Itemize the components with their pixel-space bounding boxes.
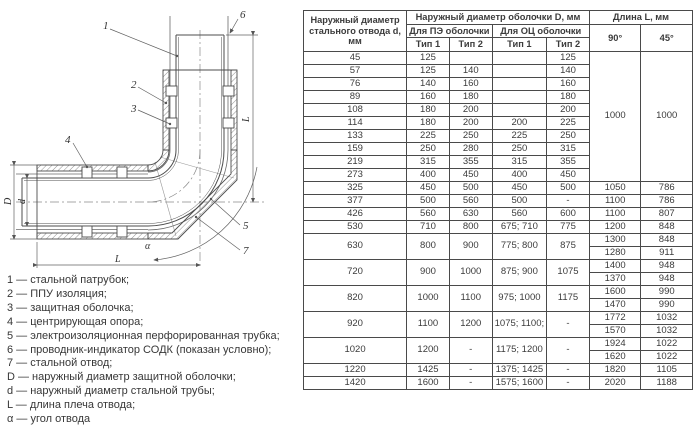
table-cell: 911 bbox=[641, 247, 693, 260]
table-cell: 355 bbox=[449, 156, 492, 169]
table-cell: 315 bbox=[492, 156, 546, 169]
table-cell: 848 bbox=[641, 221, 693, 234]
dim-label-L-right: L bbox=[241, 116, 252, 122]
table-cell: 720 bbox=[304, 260, 407, 286]
table-cell: 1100 bbox=[589, 195, 641, 208]
table-cell: 1175 bbox=[547, 286, 590, 312]
table-cell: - bbox=[449, 364, 492, 377]
table-row bbox=[304, 221, 693, 234]
legend-item: 4 — центрирующая опора; bbox=[7, 315, 144, 328]
table-cell: 1100 bbox=[449, 286, 492, 312]
table-cell: 1570 bbox=[589, 325, 641, 338]
table-cell: 1200 bbox=[407, 338, 450, 364]
spec-table-head bbox=[304, 11, 693, 52]
dim-label-L-bottom: L bbox=[115, 254, 121, 265]
casing-end-faces bbox=[37, 70, 237, 239]
table-cell: 225 bbox=[547, 117, 590, 130]
table-cell: 1050 bbox=[589, 182, 641, 195]
table-cell: 630 bbox=[304, 234, 407, 260]
table-cell: 990 bbox=[641, 286, 693, 299]
table-cell: 200 bbox=[547, 104, 590, 117]
table-cell bbox=[492, 65, 546, 78]
legend-item: 1 — стальной патрубок; bbox=[7, 274, 130, 286]
table-cell: 57 bbox=[304, 65, 407, 78]
table-cell: 200 bbox=[449, 104, 492, 117]
table-cell: - bbox=[547, 377, 590, 390]
table-cell: 1032 bbox=[641, 312, 693, 325]
leader-dots bbox=[86, 55, 212, 218]
callout-2: 2 bbox=[131, 79, 137, 91]
table-cell: 775; 800 bbox=[492, 234, 546, 260]
table-row bbox=[304, 364, 693, 377]
spec-table bbox=[303, 10, 693, 390]
header-pe-type2: Тип 2 bbox=[449, 38, 492, 52]
table-cell: 114 bbox=[304, 117, 407, 130]
table-cell: 159 bbox=[304, 143, 407, 156]
steel-pipe bbox=[22, 35, 224, 226]
table-row bbox=[304, 208, 693, 221]
table-cell: 426 bbox=[304, 208, 407, 221]
spec-table-body bbox=[304, 52, 693, 390]
table-cell: 377 bbox=[304, 195, 407, 208]
table-cell: - bbox=[449, 338, 492, 364]
legend-item: 3 — защитная оболочка; bbox=[7, 301, 134, 314]
table-cell: 560 bbox=[407, 208, 450, 221]
legend-list bbox=[7, 274, 299, 427]
table-cell: 560 bbox=[492, 208, 546, 221]
table-cell bbox=[492, 104, 546, 117]
legend-item: 6 — проводник-индикатор СОДК (показан условно); bbox=[7, 343, 272, 356]
table-cell: 1375; 1425 bbox=[492, 364, 546, 377]
angle-label: α bbox=[145, 241, 151, 252]
table-cell: 900 bbox=[449, 234, 492, 260]
table-cell: 225 bbox=[407, 130, 450, 143]
table-cell: 140 bbox=[449, 65, 492, 78]
table-cell: 1200 bbox=[449, 312, 492, 338]
table-cell: - bbox=[547, 195, 590, 208]
table-cell: 786 bbox=[641, 195, 693, 208]
table-cell: 125 bbox=[407, 52, 450, 65]
table-cell: 315 bbox=[407, 156, 450, 169]
table-cell: 400 bbox=[407, 169, 450, 182]
legend-item: L — длина плеча отвода; bbox=[7, 399, 136, 412]
table-cell: 800 bbox=[449, 221, 492, 234]
header-steel-diameter: Наружный диаметр стального отвода d, мм bbox=[304, 11, 407, 52]
table-cell: 1020 bbox=[304, 338, 407, 364]
callout-6: 6 bbox=[240, 9, 246, 21]
table-cell: - bbox=[449, 377, 492, 390]
table-cell: 325 bbox=[304, 182, 407, 195]
table-cell: 948 bbox=[641, 273, 693, 286]
table-cell: 1075 bbox=[547, 260, 590, 286]
table-cell: 400 bbox=[492, 169, 546, 182]
table-cell: 250 bbox=[407, 143, 450, 156]
table-cell: 1420 bbox=[304, 377, 407, 390]
table-cell: 1470 bbox=[589, 299, 641, 312]
table-cell: 450 bbox=[407, 182, 450, 195]
table-cell: 1575; 1600 bbox=[492, 377, 546, 390]
table-cell: 1100 bbox=[589, 208, 641, 221]
table-cell: 1200 bbox=[589, 221, 641, 234]
table-cell: 133 bbox=[304, 130, 407, 143]
table-cell: 875 bbox=[547, 234, 590, 260]
table-cell: 450 bbox=[449, 169, 492, 182]
callout-4: 4 bbox=[65, 134, 71, 146]
table-cell: 250 bbox=[492, 143, 546, 156]
header-oc-casing: Для ОЦ оболочки bbox=[492, 24, 589, 38]
table-row bbox=[304, 312, 693, 325]
table-row bbox=[304, 286, 693, 299]
table-cell: 948 bbox=[641, 260, 693, 273]
table-cell: 225 bbox=[492, 130, 546, 143]
table-cell: 1820 bbox=[589, 364, 641, 377]
table-cell: 180 bbox=[407, 117, 450, 130]
header-angle-45: 45° bbox=[641, 24, 693, 51]
leader-lines bbox=[73, 19, 240, 250]
spec-table-wrap bbox=[303, 10, 693, 390]
table-cell: 250 bbox=[547, 130, 590, 143]
table-cell: 180 bbox=[407, 104, 450, 117]
table-cell: 180 bbox=[547, 91, 590, 104]
table-cell: 775 bbox=[547, 221, 590, 234]
table-cell: 1032 bbox=[641, 325, 693, 338]
sodk-wires bbox=[16, 16, 228, 230]
table-cell: 125 bbox=[407, 65, 450, 78]
table-cell: 1105 bbox=[641, 364, 693, 377]
table-cell: 250 bbox=[449, 130, 492, 143]
table-cell: 273 bbox=[304, 169, 407, 182]
table-cell bbox=[492, 52, 546, 65]
table-cell bbox=[449, 52, 492, 65]
table-cell: 1100 bbox=[407, 312, 450, 338]
header-pe-type1: Тип 1 bbox=[407, 38, 450, 52]
table-cell: 1924 bbox=[589, 338, 641, 351]
table-row bbox=[304, 52, 693, 65]
callout-5: 5 bbox=[243, 220, 249, 232]
table-cell: 219 bbox=[304, 156, 407, 169]
table-row bbox=[304, 260, 693, 273]
table-cell: 500 bbox=[492, 195, 546, 208]
table-cell: 710 bbox=[407, 221, 450, 234]
table-cell: 200 bbox=[492, 117, 546, 130]
table-cell: 140 bbox=[547, 65, 590, 78]
table-cell: 1075; 1100; bbox=[492, 312, 546, 338]
table-cell: 180 bbox=[449, 91, 492, 104]
table-cell: 450 bbox=[547, 169, 590, 182]
table-cell: 807 bbox=[641, 208, 693, 221]
table-cell: 1620 bbox=[589, 351, 641, 364]
callout-1: 1 bbox=[103, 20, 109, 32]
header-length-group: Длина L, мм bbox=[589, 11, 692, 25]
elbow-drawing bbox=[0, 2, 300, 272]
table-cell: - bbox=[547, 364, 590, 377]
header-pe-casing: Для ПЭ оболочки bbox=[407, 24, 493, 38]
table-cell: 820 bbox=[304, 286, 407, 312]
table-cell: 89 bbox=[304, 91, 407, 104]
table-cell: - bbox=[547, 338, 590, 364]
table-cell: 1220 bbox=[304, 364, 407, 377]
table-cell: 2020 bbox=[589, 377, 641, 390]
table-cell: 1600 bbox=[589, 286, 641, 299]
table-cell: 600 bbox=[547, 208, 590, 221]
legend-item: 2 — ППУ изоляция; bbox=[7, 287, 107, 300]
table-cell: 920 bbox=[304, 312, 407, 338]
table-cell: 1022 bbox=[641, 338, 693, 351]
table-cell: 355 bbox=[547, 156, 590, 169]
table-cell: 140 bbox=[407, 78, 450, 91]
legend-item: d — наружный диаметр стальной трубы; bbox=[7, 385, 215, 398]
header-row-1 bbox=[304, 11, 693, 25]
table-cell: 786 bbox=[641, 182, 693, 195]
table-cell: 280 bbox=[449, 143, 492, 156]
callout-7: 7 bbox=[243, 245, 249, 257]
legend-item: α — угол отвода bbox=[7, 413, 91, 426]
table-row bbox=[304, 234, 693, 247]
table-cell: 1425 bbox=[407, 364, 450, 377]
table-cell: 45 bbox=[304, 52, 407, 65]
table-cell: 1370 bbox=[589, 273, 641, 286]
header-oc-type2: Тип 2 bbox=[547, 38, 590, 52]
table-cell: 1175; 1200 bbox=[492, 338, 546, 364]
header-oc-type1: Тип 1 bbox=[492, 38, 546, 52]
table-cell: 530 bbox=[304, 221, 407, 234]
table-cell: 200 bbox=[449, 117, 492, 130]
table-cell: 1000 bbox=[449, 260, 492, 286]
table-cell: 848 bbox=[641, 234, 693, 247]
table-cell: 108 bbox=[304, 104, 407, 117]
centerlines bbox=[16, 30, 266, 268]
legend-item: 5 — электроизоляционная перфорированная трубка; bbox=[7, 329, 280, 342]
table-cell: 1022 bbox=[641, 351, 693, 364]
table-cell bbox=[492, 78, 546, 91]
table-cell: - bbox=[547, 312, 590, 338]
table-cell: 630 bbox=[449, 208, 492, 221]
table-cell: 500 bbox=[547, 182, 590, 195]
dim-label-D: D bbox=[3, 197, 14, 205]
table-cell: 975; 1000 bbox=[492, 286, 546, 312]
table-row bbox=[304, 338, 693, 351]
dim-label-d: d bbox=[17, 199, 28, 204]
table-cell: 450 bbox=[492, 182, 546, 195]
table-cell: 160 bbox=[449, 78, 492, 91]
table-cell: 76 bbox=[304, 78, 407, 91]
table-cell: 160 bbox=[407, 91, 450, 104]
table-cell: 1280 bbox=[589, 247, 641, 260]
legend-item: 7 — стальной отвод; bbox=[7, 357, 113, 370]
table-cell: 800 bbox=[407, 234, 450, 260]
table-row bbox=[304, 377, 693, 390]
table-cell: 160 bbox=[547, 78, 590, 91]
header-casing-diameter-group: Наружный диаметр оболочки D, мм bbox=[407, 11, 590, 25]
table-cell: 1300 bbox=[589, 234, 641, 247]
table-cell: 1000 bbox=[407, 286, 450, 312]
table-cell: 1400 bbox=[589, 260, 641, 273]
table-cell: 900 bbox=[407, 260, 450, 286]
table-cell: 500 bbox=[449, 182, 492, 195]
table-cell: 560 bbox=[449, 195, 492, 208]
table-cell: 1772 bbox=[589, 312, 641, 325]
table-cell: 1188 bbox=[641, 377, 693, 390]
table-cell: 675; 710 bbox=[492, 221, 546, 234]
header-angle-90: 90° bbox=[589, 24, 641, 51]
table-cell: 1000 bbox=[641, 52, 693, 182]
table-cell: 1600 bbox=[407, 377, 450, 390]
table-cell: 990 bbox=[641, 299, 693, 312]
table-cell bbox=[492, 91, 546, 104]
table-cell: 125 bbox=[547, 52, 590, 65]
casing-walls bbox=[37, 70, 237, 239]
callout-3: 3 bbox=[131, 103, 137, 115]
table-cell: 1000 bbox=[589, 52, 641, 182]
legend-item: D — наружный диаметр защитной оболочки; bbox=[7, 371, 236, 384]
table-cell: 875; 900 bbox=[492, 260, 546, 286]
table-row bbox=[304, 195, 693, 208]
table-cell: 315 bbox=[547, 143, 590, 156]
table-row bbox=[304, 182, 693, 195]
table-cell: 500 bbox=[407, 195, 450, 208]
